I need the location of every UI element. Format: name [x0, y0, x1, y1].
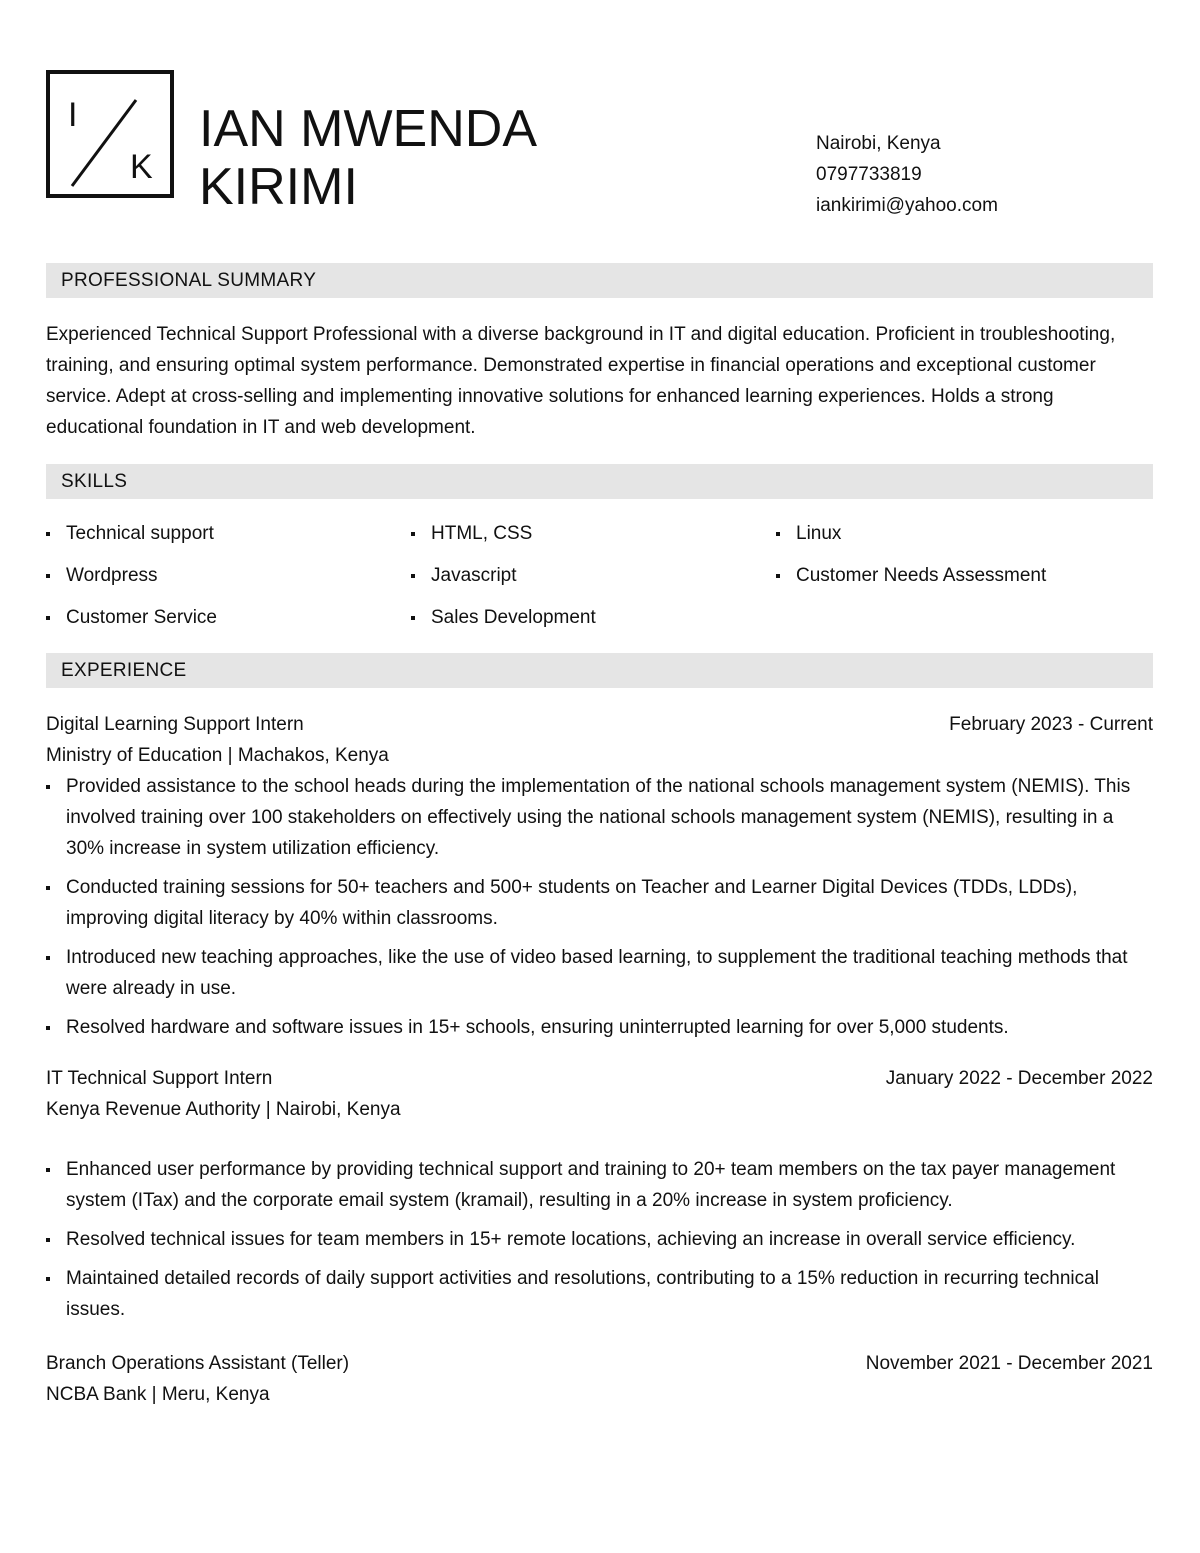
job-dates: February 2023 - Current	[949, 714, 1153, 735]
section-header-summary	[46, 263, 1153, 298]
job-bullet: Provided assistance to the school heads during the implementation of the national schools management system (NEMIS). This involved training over 100 stakeholders on effectively using the national schools management system (NEMIS), resulting in a 30% increase in system utilization efficiency.	[46, 771, 1153, 864]
section-header-skills	[46, 464, 1153, 499]
skill-item: Technical support	[46, 518, 411, 560]
section-header-experience	[46, 653, 1153, 688]
job-bullets	[46, 1154, 1153, 1325]
job-header	[46, 1063, 1153, 1094]
skill-item: Sales Development	[411, 602, 776, 644]
name-line-2: KIRIMI	[199, 158, 358, 216]
job-bullet: Resolved hardware and software issues in 15+ schools, ensuring uninterrupted learning for over 5,000 students.	[46, 1012, 1153, 1043]
job-bullets	[46, 771, 1153, 1043]
section-title: PROFESSIONAL SUMMARY	[61, 270, 317, 291]
skill-item: Wordpress	[46, 560, 411, 602]
monogram-last-initial: K	[130, 148, 153, 186]
skill-item: Customer Service	[46, 602, 411, 644]
monogram-first-initial: I	[68, 96, 78, 134]
job-bullet: Conducted training sessions for 50+ teachers and 500+ students on Teacher and Learner Digital Devices (TDDs, LDDs), improving digital literacy by 40% within classrooms.	[46, 872, 1153, 934]
contact-email: iankirimi@yahoo.com	[816, 195, 998, 216]
job-title: Digital Learning Support Intern	[46, 714, 304, 735]
candidate-name	[199, 100, 537, 216]
job-header	[46, 1348, 1153, 1379]
contact-location: Nairobi, Kenya	[816, 133, 941, 154]
contact-block	[816, 128, 998, 221]
job-bullet: Introduced new teaching approaches, like the use of video based learning, to supplement the traditional teaching methods that were already in use.	[46, 942, 1153, 1004]
job-company: NCBA Bank | Meru, Kenya	[46, 1384, 270, 1405]
job-bullet: Resolved technical issues for team members in 15+ remote locations, achieving an increase in overall service efficiency.	[46, 1224, 1153, 1255]
contact-phone: 0797733819	[816, 164, 922, 185]
job-title: IT Technical Support Intern	[46, 1068, 273, 1089]
job-company: Kenya Revenue Authority | Nairobi, Kenya	[46, 1099, 401, 1120]
skill-item: Customer Needs Assessment	[776, 560, 1153, 602]
job-company: Ministry of Education | Machakos, Kenya	[46, 745, 389, 766]
skills-list	[46, 518, 1153, 644]
job-dates: November 2021 - December 2021	[865, 1353, 1153, 1374]
skill-item: Linux	[776, 518, 1153, 560]
skill-item: HTML, CSS	[411, 518, 776, 560]
job-header	[46, 709, 1153, 740]
job-title: Branch Operations Assistant (Teller)	[46, 1353, 350, 1374]
job-dates: January 2022 - December 2022	[885, 1068, 1153, 1089]
name-line-1: IAN MWENDA	[199, 100, 537, 158]
job-entry	[46, 1348, 1153, 1410]
monogram-logo	[46, 70, 174, 198]
summary-text: Experienced Technical Support Professional with a diverse background in IT and digital education. Proficient in troubleshooting, training, and ensuring optimal system performance. Demonstrated expertise in financial operations and exceptional customer service. Adept at cross-selling and implementing innovative solutions for enhanced learning experiences. Holds a strong educational foundation in IT and web development.	[46, 324, 1116, 438]
section-title: SKILLS	[61, 471, 128, 492]
section-title: EXPERIENCE	[61, 660, 187, 681]
job-bullet: Enhanced user performance by providing technical support and training to 20+ team members on the tax payer management system (ITax) and the corporate email system (kramail), resulting in a 20% increase in system proficiency.	[46, 1154, 1153, 1216]
job-entry	[46, 1063, 1153, 1333]
job-entry	[46, 709, 1153, 1051]
skill-item: Javascript	[411, 560, 776, 602]
job-bullet: Maintained detailed records of daily support activities and resolutions, contributing to a 15% reduction in recurring technical issues.	[46, 1263, 1153, 1325]
